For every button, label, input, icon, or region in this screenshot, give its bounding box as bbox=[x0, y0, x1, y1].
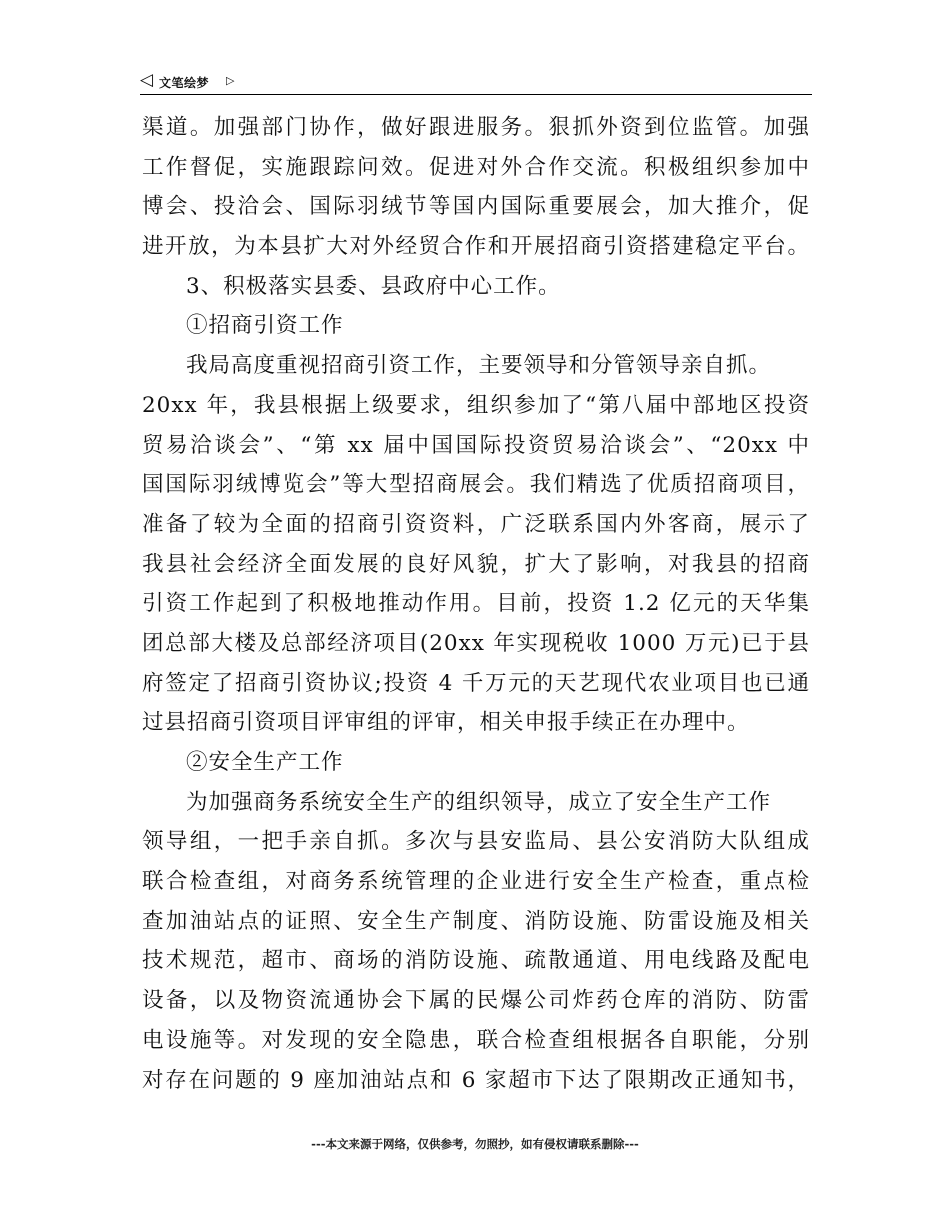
text-line: 博会、投洽会、国际羽绒节等国内国际重要展会，加大推介，促 bbox=[142, 194, 810, 220]
subsection-heading: ①招商引资工作 bbox=[186, 313, 344, 339]
subsection-heading: ②安全生产工作 bbox=[186, 750, 344, 775]
text-line: 联合检查组，对商务系统管理的企业进行安全生产检查，重点检 bbox=[142, 869, 810, 895]
header-brand: 文笔绘梦 bbox=[159, 76, 210, 90]
text-line: 我局高度重视招商引资工作，主要领导和分管领导亲自抓。 bbox=[186, 353, 772, 379]
text-line: 电设施等。对发现的安全隐患，联合检查组根据各自职能，分别 bbox=[142, 1027, 810, 1053]
text-line: 准备了较为全面的招商引资资料，广泛联系国内外客商，展示了 bbox=[142, 511, 810, 537]
document-body bbox=[142, 108, 810, 1100]
section-heading: 3、积极落实县委、县政府中心工作。 bbox=[186, 273, 561, 299]
text-line: 过县招商引资项目评审组的评审，相关申报手续正在办理中。 bbox=[142, 710, 750, 736]
text-line: 渠道。加强部门协作，做好跟进服务。狠抓外资到位监管。加强 bbox=[142, 115, 810, 140]
text-line: 贸易洽谈会”、“第 xx 届中国国际投资贸易洽谈会”、“20xx 中 bbox=[142, 432, 810, 458]
text-line: 设备，以及物资流通协会下属的民爆公司炸药仓库的消防、防雷 bbox=[142, 988, 810, 1014]
text-line: 府签定了招商引资协议;投资 4 千万元的天艺现代农业项目也已通 bbox=[142, 670, 810, 696]
text-line: 为加强商务系统安全生产的组织领导，成立了安全生产工作 bbox=[186, 789, 772, 815]
triangle-left-icon: ◁ bbox=[140, 70, 154, 90]
page-footer: ---本文来源于网络，仅供参考，勿照抄，如有侵权请联系删除--- bbox=[311, 1137, 639, 1151]
text-line: 技术规范，超市、商场的消防设施、疏散通道、用电线路及配电 bbox=[142, 948, 810, 974]
page-header bbox=[140, 70, 812, 95]
text-line: 查加油站点的证照、安全生产制度、消防设施、防雷设施及相关 bbox=[142, 908, 810, 934]
text-line: 团总部大楼及总部经济项目(20xx 年实现税收 1000 万元)已于县 bbox=[142, 630, 810, 656]
text-line: 工作督促，实施跟踪问效。促进对外合作交流。积极组织参加中 bbox=[142, 154, 810, 180]
triangle-right-icon: ▷ bbox=[226, 74, 235, 87]
text-line: 20xx 年，我县根据上级要求，组织参加了“第八届中部地区投资 bbox=[142, 392, 810, 418]
text-line: 引资工作起到了积极地推动作用。目前，投资 1.2 亿元的天华集 bbox=[142, 591, 810, 617]
text-line: 进开放，为本县扩大对外经贸合作和开展招商引资搭建稳定平台。 bbox=[142, 234, 810, 260]
text-line: 我县社会经济全面发展的良好风貌，扩大了影响，对我县的招商 bbox=[142, 551, 810, 577]
text-line: 领导组，一把手亲自抓。多次与县安监局、县公安消防大队组成 bbox=[142, 829, 810, 855]
text-line: 国国际羽绒博览会”等大型招商展会。我们精选了优质招商项目， bbox=[142, 472, 810, 498]
text-line: 对存在问题的 9 座加油站点和 6 家超市下达了限期改正通知书， bbox=[142, 1067, 810, 1093]
